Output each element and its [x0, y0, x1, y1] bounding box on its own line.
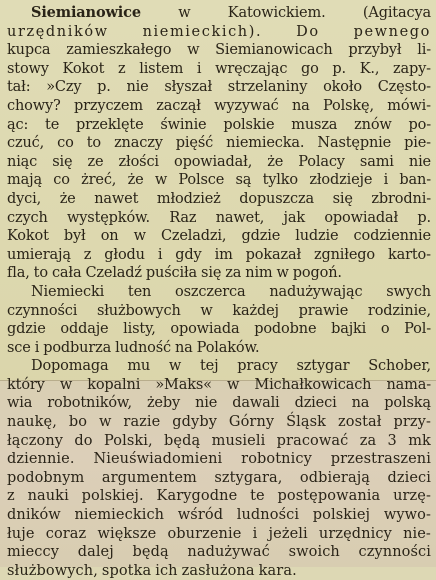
word: mk [408, 432, 431, 449]
word: niemieckich [74, 507, 165, 524]
word: nadużywając [269, 283, 363, 300]
word: kopalni [87, 376, 141, 393]
word: nawet [94, 190, 139, 207]
word: Katowickiem. [227, 5, 326, 21]
word: ludność [115, 339, 171, 356]
word: czuć, [7, 135, 45, 152]
word: K., [359, 60, 380, 77]
word: polskiej [312, 507, 371, 524]
word: dzieci [387, 469, 431, 486]
word: ludzie [295, 228, 339, 245]
word: z [7, 488, 15, 505]
word: Czeladzi, [160, 228, 227, 245]
word: opowiada [170, 321, 240, 338]
word: wywo- [383, 507, 431, 524]
text-line [7, 116, 431, 135]
text-line [7, 525, 431, 544]
word: na [351, 395, 370, 412]
word: w [276, 265, 289, 282]
word: przyczem [74, 97, 143, 114]
word: że [267, 153, 284, 170]
word: wia [7, 395, 33, 412]
word: dopuszcza [239, 190, 314, 207]
word: jak [283, 209, 306, 226]
word: nadużywać [187, 544, 270, 561]
article-upper-part [7, 4, 431, 413]
word: nie [195, 395, 218, 412]
word: dalej [77, 544, 114, 561]
word: wyzywać [214, 97, 279, 114]
word: mieccy [7, 544, 60, 561]
word: na [174, 339, 193, 356]
word: przeklęte [76, 116, 144, 133]
word: to [86, 135, 102, 152]
word: Polskę, [323, 97, 374, 114]
word: go [301, 60, 319, 77]
word: Do [296, 23, 320, 40]
word: Michałkowicach [254, 376, 372, 393]
word: łuje [7, 525, 35, 542]
word: niemiecka. [226, 135, 305, 152]
word: ze [87, 153, 104, 170]
word: Czeladź [85, 265, 142, 282]
word: słyszał [164, 79, 213, 96]
word: będą [132, 544, 169, 561]
word: każdej [232, 302, 279, 319]
word: nie [126, 79, 149, 96]
word: że [127, 172, 144, 189]
place-name: Siemianowice [31, 4, 141, 21]
word: listem [139, 60, 184, 77]
article-lower-part [7, 413, 431, 580]
word: przybył [348, 42, 402, 59]
word: strzelaniny [227, 79, 308, 96]
word: umierają [7, 246, 71, 263]
text-line [7, 78, 431, 97]
word: w [200, 302, 213, 319]
word: nie [408, 153, 431, 170]
word: tylko [262, 172, 299, 189]
word: o [380, 321, 390, 338]
word: ąc: [7, 116, 29, 133]
word: p. [332, 60, 346, 77]
text-line [7, 171, 431, 190]
word: te [45, 116, 60, 133]
text-line [7, 469, 431, 488]
text-line [7, 60, 431, 79]
word: służbowych [96, 302, 181, 319]
word: do [74, 432, 93, 449]
word: który [7, 376, 45, 393]
word: »Maks« [155, 376, 212, 393]
text-line [7, 227, 431, 246]
word: p. [97, 79, 111, 96]
word: występków. [66, 209, 151, 226]
word: zgniłego [314, 246, 375, 263]
word: pokazał [245, 246, 302, 263]
text-line [7, 432, 431, 451]
text-line [7, 543, 431, 562]
word: p. [417, 209, 431, 226]
word: Raz [169, 209, 197, 226]
word: ich [155, 562, 178, 579]
text-line [7, 4, 431, 23]
word: Górny [228, 414, 275, 431]
word: czynności [358, 544, 431, 561]
text-line [7, 41, 431, 60]
word: młodzież [156, 190, 221, 207]
word: w [154, 172, 168, 189]
word: Kokot [62, 60, 105, 77]
text-line [7, 23, 431, 42]
word: spotka [101, 562, 152, 579]
word: gdy [175, 246, 202, 263]
word: naukę, [7, 414, 57, 431]
text-line [7, 413, 431, 432]
word: łączony [7, 432, 64, 449]
word: cała [51, 265, 82, 282]
word: za [359, 432, 377, 449]
word: w [98, 414, 112, 431]
word: nawet, [215, 209, 265, 226]
word: mówi- [387, 97, 431, 114]
word: gdyby [172, 414, 217, 431]
word: zasłużona [181, 562, 255, 579]
word: podobnym [7, 469, 85, 486]
word: dników [7, 507, 61, 524]
article-column [7, 4, 431, 580]
word: zaczął [156, 97, 201, 114]
word: on [100, 228, 119, 245]
word: co [53, 172, 70, 189]
word: Często- [377, 79, 431, 96]
word: urzę- [393, 488, 431, 505]
word: nim [245, 265, 273, 282]
word: wręczając [215, 60, 288, 77]
text-line [7, 487, 431, 506]
word: za [225, 265, 242, 282]
word: sce [7, 339, 31, 356]
word: znów [354, 116, 392, 133]
word: czynności [7, 302, 78, 319]
text-line [7, 357, 431, 376]
word: z [118, 60, 126, 77]
word: znaczy [114, 135, 163, 152]
word: (Agitacya [362, 5, 431, 21]
word: i [157, 246, 163, 263]
text-line [7, 190, 431, 209]
text-line [7, 246, 431, 265]
word: te [250, 488, 265, 505]
word: zbrodni- [371, 190, 431, 207]
word: tej [200, 358, 219, 375]
word: Kokot [7, 228, 49, 245]
word: nie- [403, 525, 431, 542]
word: gdzie [241, 228, 281, 245]
word: co [57, 135, 74, 152]
word: Niemiecki [31, 283, 105, 300]
word: niąc [7, 153, 38, 170]
word: w [168, 358, 182, 375]
word: że [59, 190, 76, 207]
text-line [7, 209, 431, 228]
word: po- [408, 116, 431, 133]
word: podburza [43, 339, 112, 356]
word: sami [359, 153, 394, 170]
word: oburzenie [167, 525, 242, 542]
text-line [7, 320, 431, 339]
word: Następnie [317, 135, 392, 152]
word: dawali [232, 395, 280, 412]
word: polskiej. [81, 488, 144, 505]
word: pracy [237, 358, 278, 375]
word: swych [386, 283, 431, 300]
text-line [7, 134, 431, 153]
text-line [7, 506, 431, 525]
word: 3 [387, 432, 397, 449]
word: nauki [27, 488, 69, 505]
word: przestraszeni [330, 451, 431, 468]
text-line [7, 394, 431, 413]
word: Nieuświadomieni [93, 451, 223, 468]
word: służbowych, [7, 562, 98, 579]
word: Schober, [368, 358, 431, 375]
word: się [332, 190, 353, 207]
word: swoich [288, 544, 340, 561]
word: polskie [223, 116, 275, 133]
text-line [7, 97, 431, 116]
word: w [187, 42, 200, 59]
word: i [34, 339, 40, 356]
word: pewnego [353, 23, 431, 40]
word: Siemianowicach [215, 42, 333, 59]
word: urzędnicy [318, 525, 392, 542]
word: li- [417, 42, 431, 59]
word: przy- [393, 414, 431, 431]
word: fla, [7, 265, 30, 282]
word: sztygara, [214, 469, 283, 486]
word: Dopomaga [31, 358, 109, 375]
word: tał: [7, 79, 31, 96]
word: w [59, 376, 73, 393]
word: stowy [7, 60, 49, 77]
word: puściła [145, 265, 198, 282]
word: mają [7, 172, 42, 189]
word: około [323, 79, 362, 96]
word: robotnicy [241, 451, 312, 468]
word: czych [7, 209, 48, 226]
word: karto- [387, 246, 431, 263]
text-line [7, 450, 431, 469]
word: podobne [254, 321, 317, 338]
word: złodzieje [309, 172, 373, 189]
word: sztygar [296, 358, 350, 375]
word: argumentem [101, 469, 197, 486]
word: kara. [258, 562, 297, 579]
word: musieli [211, 432, 266, 449]
word: był [63, 228, 86, 245]
word: są [235, 172, 252, 189]
word: opowiadał, [173, 153, 253, 170]
word: zamieszkałego [66, 42, 172, 59]
word: postępowania [277, 488, 381, 505]
word: pięść [175, 135, 214, 152]
text-line [7, 302, 431, 321]
word: to [33, 265, 48, 282]
word: mu [127, 358, 151, 375]
word: gdzie [7, 321, 46, 338]
word: nama- [386, 376, 431, 393]
word: Polacy [298, 153, 345, 170]
word: się [201, 265, 222, 282]
word: oszczerca [175, 283, 246, 300]
word: ludności [236, 507, 300, 524]
word: w [227, 376, 240, 393]
word: z [83, 246, 92, 263]
word: będą [164, 432, 201, 449]
word: bo [68, 414, 88, 431]
word: Polski, [103, 432, 153, 449]
text-line [7, 264, 431, 283]
word: opowiadał [324, 209, 399, 226]
word: złości [118, 153, 159, 170]
word: żeby [146, 395, 181, 412]
word: Śląsk [286, 414, 327, 431]
word: pogoń. [292, 265, 342, 282]
word: na [291, 97, 310, 114]
word: pracować [276, 432, 349, 449]
word: głodu [104, 246, 145, 263]
word: i [383, 172, 389, 189]
word: żreć, [81, 172, 117, 189]
word: im [214, 246, 233, 263]
word: Pol- [404, 321, 431, 338]
word: ban- [399, 172, 431, 189]
text-line [7, 283, 431, 302]
word: »Czy [46, 79, 82, 96]
word: w [133, 228, 146, 245]
word: świnie [160, 116, 207, 133]
word: dzieci [294, 395, 337, 412]
word: codziennie [353, 228, 431, 245]
word: zapy- [392, 60, 431, 77]
word: kupca [7, 42, 51, 59]
word: niemieckich). [142, 23, 263, 40]
text-line [7, 153, 431, 172]
text-line [7, 562, 431, 580]
text-line [7, 339, 431, 358]
word: urzędników [7, 23, 109, 40]
word: się [52, 153, 73, 170]
word: pie- [404, 135, 431, 152]
word: dziennie. [7, 451, 75, 468]
word: robotników, [47, 395, 132, 412]
word: i [196, 60, 202, 77]
word: oddaje [60, 321, 109, 338]
word: wśród [177, 507, 224, 524]
word: Karygodne [156, 488, 238, 505]
word: listy, [123, 321, 156, 338]
word: rodzinie, [367, 302, 431, 319]
word: w [178, 5, 191, 21]
word: coraz [45, 525, 87, 542]
word: polską [384, 395, 431, 412]
word: i [252, 525, 258, 542]
word: Polaków. [196, 339, 260, 356]
word: ten [127, 283, 152, 300]
word: prawie [298, 302, 349, 319]
word: został [338, 414, 382, 431]
word: Polsce [178, 172, 225, 189]
word: większe [97, 525, 157, 542]
word: musza [291, 116, 338, 133]
text-line [7, 376, 431, 395]
word: dyci, [7, 190, 42, 207]
word: odbierają [299, 469, 371, 486]
word: jeżeli [268, 525, 308, 542]
word: bajki [331, 321, 367, 338]
word: razie [123, 414, 161, 431]
word: chowy? [7, 97, 61, 114]
